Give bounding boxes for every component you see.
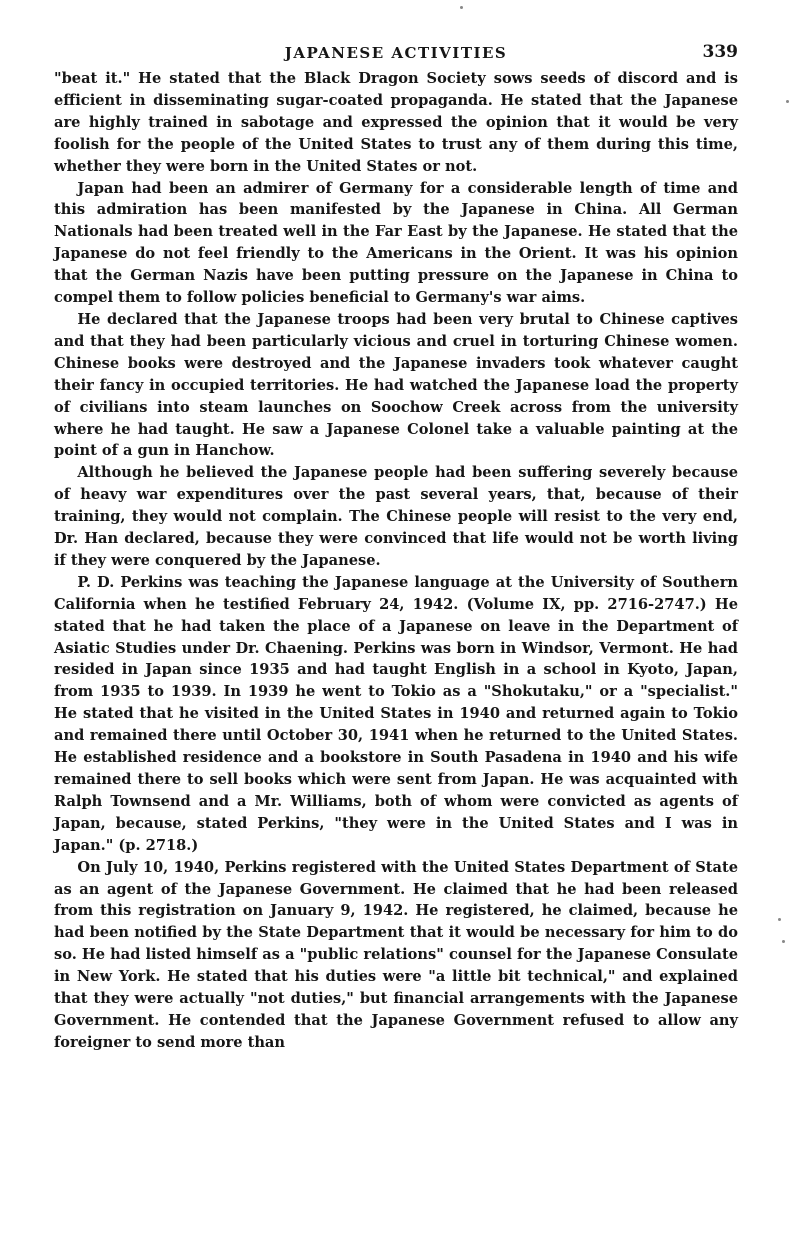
scan-speck <box>786 100 789 103</box>
paragraph-6: On July 10, 1940, Perkins registered with the United States Department of State as an agent of the Japanese Government. He claimed that he had been released from this registration on January 9, 1942. He registered, he claimed, because he had been notified by the State Department that it would be necessary for him to do so. He had listed himself as a "public relations" counsel for the Japanese Consulate in New York. He stated that his duties were "a little bit technical," and explained that they were actually "not duties," but financial arrangements with the Japanese Government. He contended that the Japanese Government refused to allow any foreigner to send more than <box>54 858 738 1051</box>
scan-speck <box>782 940 785 943</box>
page-number: 339 <box>702 42 738 62</box>
paragraph-3: He declared that the Japanese troops had been very brutal to Chinese captives and that they had been particularly vicious and cruel in torturing Chinese women. Chinese books were destroyed and the Japanese invaders took whatever caught their fancy in occupied territories. He had watched the Japanese load the property of civilians into steam launches on Soochow Creek across from the university where he had taught. He saw a Japanese Colonel take a valuable painting at the point of a gun in Hanchow. <box>54 310 738 460</box>
running-title: JAPANESE ACTIVITIES <box>284 44 508 62</box>
paragraph-2: Japan had been an admirer of Germany for a considerable length of time and this admiration has been manifested by the Japanese in China. All German Nationals had been treated well in the Far East by the Japanese. He stated that the Japanese do not feel friendly to the Americans in the Orient. It was his opinion that the German Nazis have been putting pressure on the Japanese in China to compel them to follow policies beneficial to Germany's war aims. <box>54 179 738 307</box>
scan-speck <box>778 918 781 921</box>
paragraph-4: Although he believed the Japanese people had been suffering severely because of heavy war expenditures over the past several years, that, because of their training, they would not complain. The Chinese people will resist to the very end, Dr. Han declared, because they were convinced that life would not be worth living if they were conquered by the Japanese. <box>54 464 738 569</box>
scan-speck <box>460 6 463 9</box>
paragraph-1: "beat it." He stated that the Black Dragon Society sows seeds of discord and is efficient in disseminating sugar-coated propaganda. He stated that the Japanese are highly trained in sabotage and expressed the opinion that it would be very foolish for the people of the United States to trust any of them during this time, whether they were born in the United States or not. <box>54 70 738 175</box>
body-text <box>54 68 738 1054</box>
running-head <box>54 34 738 64</box>
paragraph-5: P. D. Perkins was teaching the Japanese language at the University of Southern California when he testified February 24, 1942. (Volume IX, pp. 2716-2747.) He stated that he had taken the place of a Japanese on leave in the Department of Asiatic Studies under Dr. Chaening. Perkins was born in Windsor, Vermont. He had resided in Japan since 1935 and had taught English in a school in Kyoto, Japan, from 1935 to 1939. In 1939 he went to Tokio as a "Shokutaku," or a "specialist." He stated that he visited in the United States in 1940 and returned again to Tokio and remained there until October 30, 1941 when he returned to the United States. He established residence and a bookstore in South Pasadena in 1940 and his wife remained there to sell books which were sent from Japan. He was acquainted with Ralph Townsend and a Mr. Williams, both of whom were convicted as agents of Japan, because, stated Perkins, "they were in the United States and I was in Japan." (p. 2718.) <box>54 573 738 854</box>
